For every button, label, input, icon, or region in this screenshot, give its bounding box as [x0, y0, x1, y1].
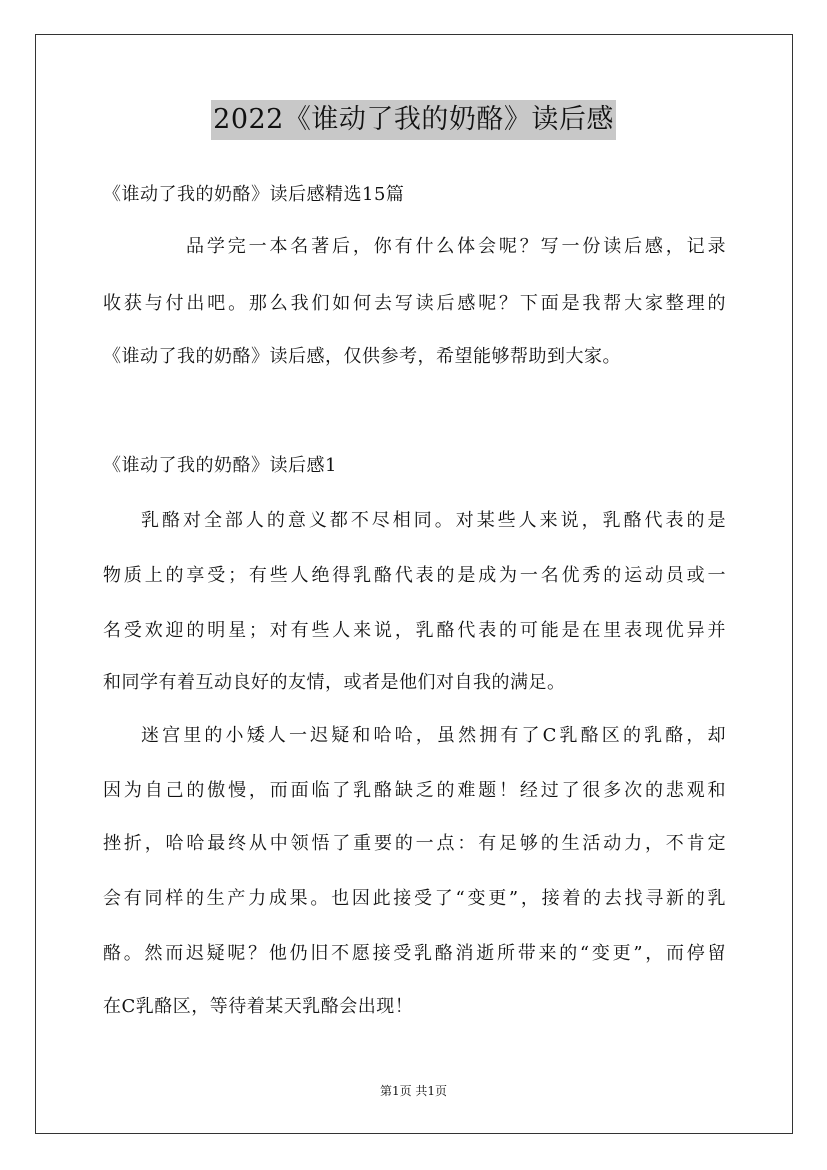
- paragraph-line: 名受欢迎的明星；对有些人来说，乳酪代表的可能是在里表现优异并: [103, 620, 726, 641]
- paragraph-line: 会有同样的生产力成果。也因此接受了“变更”，接着的去找寻新的乳: [103, 888, 726, 909]
- paragraph-line: 挫折，哈哈最终从中领悟了重要的一点：有足够的生活动力，不肯定: [103, 833, 726, 854]
- paragraph-line: 酪。然而迟疑呢？他仍旧不愿接受乳酪消逝所带来的“变更”，而停留: [103, 943, 726, 964]
- document-title: 2022《谁动了我的奶酪》读后感: [211, 100, 616, 140]
- paragraph-line: 在C乳酪区，等待着某天乳酪会出现！: [103, 996, 414, 1017]
- paragraph-line: 物质上的享受；有些人绝得乳酪代表的是成为一名优秀的运动员或一: [103, 565, 726, 586]
- intro-line: 品学完一本名著后，你有什么体会呢？写一份读后感，记录: [186, 236, 726, 257]
- intro-line: 《谁动了我的奶酪》读后感，仅供参考，希望能够帮助到大家。: [103, 346, 621, 367]
- paragraph-line: 乳酪对全部人的意义都不尽相同。对某些人来说，乳酪代表的是: [141, 510, 726, 531]
- intro-line: 收获与付出吧。那么我们如何去写读后感呢？下面是我帮大家整理的: [103, 293, 726, 314]
- paragraph-line: 迷宫里的小矮人一迟疑和哈哈，虽然拥有了C乳酪区的乳酪，却: [141, 725, 726, 746]
- page-footer: 第1页 共1页: [379, 1084, 448, 1098]
- document-subtitle: 《谁动了我的奶酪》读后感精选15篇: [103, 184, 405, 205]
- paragraph-line: 因为自己的傲慢，而面临了乳酪缺乏的难题！经过了很多次的悲观和: [103, 780, 726, 801]
- section-heading: 《谁动了我的奶酪》读后感1: [103, 455, 337, 476]
- paragraph-line: 和同学有着互动良好的友情，或者是他们对自我的满足。: [103, 672, 566, 693]
